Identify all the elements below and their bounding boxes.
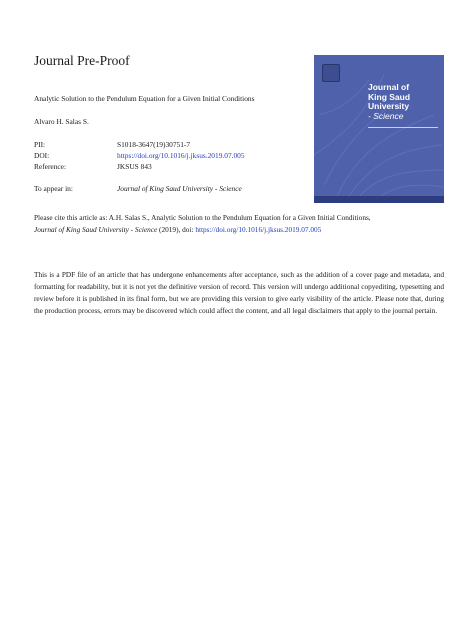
citation-journal: Journal of King Saud University - Science bbox=[34, 225, 158, 234]
appear-value: Journal of King Saud University - Science bbox=[117, 184, 242, 193]
doi-label: DOI: bbox=[34, 151, 50, 160]
appear-label: To appear in: bbox=[34, 184, 73, 193]
article-author: Alvaro H. Salas S. bbox=[34, 117, 89, 126]
citation-prefix: Please cite this article as: A.H. Salas S., Analytic Solution to the Pendulum Equation for a Given Initial Conditions, bbox=[34, 213, 371, 222]
cover-title bbox=[368, 83, 442, 121]
cover-title-line3: - Science bbox=[368, 110, 404, 121]
journal-seal-icon bbox=[322, 64, 340, 82]
pii-label: PII: bbox=[34, 140, 46, 149]
journal-cover-image bbox=[314, 55, 444, 203]
cover-bottom-bar bbox=[314, 196, 444, 203]
cover-title-line2: King Saud University bbox=[368, 91, 411, 112]
journal-status-heading: Journal Pre-Proof bbox=[34, 53, 130, 68]
cover-title-line1: Journal of bbox=[368, 82, 410, 92]
cover-divider bbox=[368, 127, 438, 128]
doi-link[interactable]: https://doi.org/10.1016/j.jksus.2019.07.005 bbox=[117, 151, 245, 160]
citation-paragraph bbox=[34, 212, 444, 236]
pii-row bbox=[34, 140, 334, 151]
reference-value: JKSUS 843 bbox=[117, 162, 152, 171]
article-title: Analytic Solution to the Pendulum Equation for a Given Initial Conditions bbox=[34, 94, 255, 103]
preproof-notice: This is a PDF file of an article that has undergone enhancements after acceptance, such as the addition of a cover page and metadata, and formatting for readability, but it is not yet the definitive version of record. This version will undergo additional copyediting, typesetting and review before it is published in its final form, but we are providing this version to give early visibility of the article. Please note that, during the production process, errors may be discovered which could affect the content, and all legal disclaimers that apply to the journal pertain. bbox=[34, 270, 444, 315]
reference-label: Reference: bbox=[34, 162, 67, 171]
appear-row bbox=[34, 184, 334, 195]
doi-row bbox=[34, 151, 334, 162]
citation-year-doi-prefix: (2019), doi: bbox=[157, 225, 196, 234]
pii-value: S1018-3647(19)30751-7 bbox=[117, 140, 191, 149]
reference-row bbox=[34, 162, 334, 173]
citation-doi-link[interactable]: https://doi.org/10.1016/j.jksus.2019.07.005 bbox=[195, 225, 322, 234]
